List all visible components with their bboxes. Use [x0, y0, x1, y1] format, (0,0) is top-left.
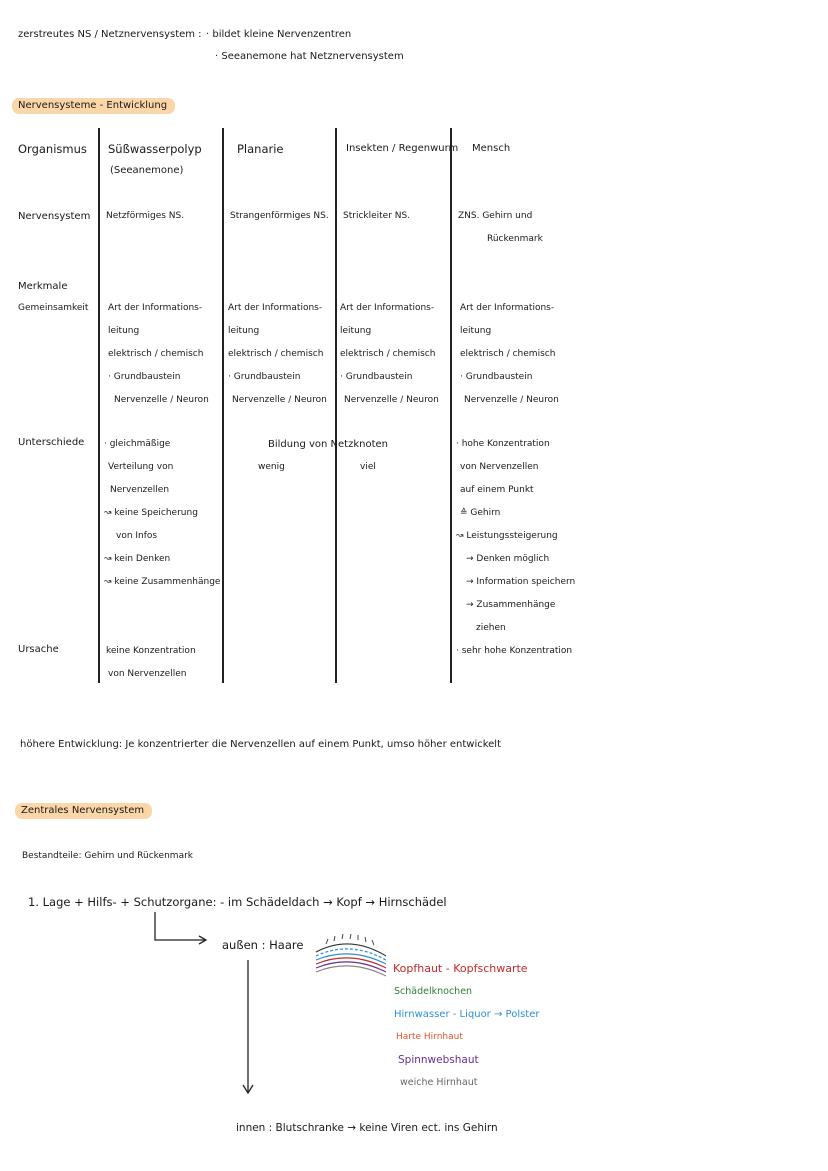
head-layers-illustration	[312, 934, 392, 984]
layer-kopfhaut: Kopfhaut - Kopfschwarte	[393, 962, 528, 975]
common-line: elektrisch / chemisch	[460, 349, 556, 359]
diff-insekten: viel	[360, 462, 376, 472]
diff-line: ↝ Leistungssteigerung	[456, 531, 558, 541]
row-header-organismus: Organismus	[18, 142, 87, 156]
arrow-to-aussen	[155, 912, 205, 940]
organism-planarie: Planarie	[237, 142, 284, 156]
ns-planarie: Strangenförmiges NS.	[230, 211, 329, 221]
innen-line: innen : Blutschranke → keine Viren ect. ins Gehirn	[236, 1122, 498, 1134]
cause-mensch: · sehr hohe Konzentration	[456, 646, 573, 656]
ns-mensch-1: ZNS. Gehirn und	[458, 211, 533, 221]
diff-line: ≙ Gehirn	[460, 508, 501, 518]
diff-line: → Zusammenhänge	[466, 600, 556, 610]
common-line: · Grundbaustein	[228, 372, 301, 382]
aussen-haare: außen : Haare	[222, 938, 304, 952]
diff-line: → Denken möglich	[466, 554, 550, 564]
row-header-nervensystem: Nervensystem	[18, 211, 91, 222]
ns-polyp: Netzförmiges NS.	[106, 211, 185, 221]
bestandteile: Bestandteile: Gehirn und Rückenmark	[22, 851, 193, 861]
common-line: · Grundbaustein	[340, 372, 413, 382]
top-line-1: · bildet kleine Nervenzentren	[206, 29, 352, 40]
ns-insekten: Strickleiter NS.	[343, 211, 411, 221]
section-nervensysteme-title: Nervensysteme - Entwicklung	[12, 98, 175, 114]
diff-bildung-netzknoten: Bildung von Netzknoten	[268, 439, 388, 450]
diff-line: · gleichmäßige	[104, 439, 171, 449]
common-line: Nervenzelle / Neuron	[344, 395, 439, 405]
common-line: Art der Informations-	[228, 303, 323, 313]
diff-line: Verteilung von	[108, 462, 174, 472]
organism-polyp: Süßwasserpolyp	[108, 142, 202, 156]
common-line: · Grundbaustein	[108, 372, 181, 382]
top-label: zerstreutes NS / Netznervensystem :	[18, 29, 202, 40]
lage-line: 1. Lage + Hilfs- + Schutzorgane: - im Schädeldach → Kopf → Hirnschädel	[28, 895, 447, 909]
common-line: Nervenzelle / Neuron	[232, 395, 327, 405]
layer-spinnwebshaut: Spinnwebshaut	[398, 1054, 479, 1066]
diff-line: von Nervenzellen	[460, 462, 539, 472]
common-line: leitung	[228, 326, 260, 336]
common-line: Nervenzelle / Neuron	[464, 395, 559, 405]
common-line: Art der Informations-	[460, 303, 555, 313]
common-line: · Grundbaustein	[460, 372, 533, 382]
diff-line: Nervenzellen	[110, 485, 170, 495]
row-header-merkmale: Merkmale	[18, 281, 68, 292]
cause-polyp-2: von Nervenzellen	[108, 669, 187, 679]
top-line-2: · Seeanemone hat Netznervensystem	[215, 51, 404, 62]
development-statement: höhere Entwicklung: Je konzentrierter die Nervenzellen auf einem Punkt, umso höher entwickelt	[20, 739, 502, 750]
organism-mensch: Mensch	[472, 143, 511, 154]
section-zns-title: Zentrales Nervensystem	[15, 803, 152, 819]
row-header-ursache: Ursache	[18, 644, 59, 655]
common-line: elektrisch / chemisch	[108, 349, 204, 359]
diff-line: → Information speichern	[466, 577, 576, 587]
common-line: Art der Informations-	[340, 303, 435, 313]
layer-weiche-hirnhaut: weiche Hirnhaut	[400, 1077, 478, 1088]
common-line: Nervenzelle / Neuron	[114, 395, 209, 405]
row-header-gemeinsamkeit: Gemeinsamkeit	[18, 303, 89, 313]
diff-line: ↝ keine Zusammenhänge	[104, 577, 221, 587]
diff-planarie: wenig	[258, 462, 285, 472]
common-line: Art der Informations-	[108, 303, 203, 313]
common-line: elektrisch / chemisch	[340, 349, 436, 359]
common-line: elektrisch / chemisch	[228, 349, 324, 359]
ns-mensch-2: Rückenmark	[487, 234, 543, 244]
common-line: leitung	[108, 326, 140, 336]
common-line: leitung	[340, 326, 372, 336]
diff-line: ↝ kein Denken	[104, 554, 171, 564]
row-header-unterschiede: Unterschiede	[18, 437, 85, 448]
diff-line: · hohe Konzentration	[456, 439, 550, 449]
common-line: leitung	[460, 326, 492, 336]
organism-polyp-sub: (Seeanemone)	[110, 165, 184, 176]
diff-line: ↝ keine Speicherung	[104, 508, 198, 518]
cause-polyp-1: keine Konzentration	[106, 646, 196, 656]
diff-line: von Infos	[116, 531, 158, 541]
diff-line: ziehen	[476, 623, 506, 633]
layer-schaedelknochen: Schädelknochen	[394, 986, 473, 997]
organism-insekten: Insekten / Regenwurm	[346, 143, 459, 154]
diff-line: auf einem Punkt	[460, 485, 534, 495]
layer-hirnwasser: Hirnwasser - Liquor → Polster	[394, 1009, 540, 1020]
layer-harte-hirnhaut: Harte Hirnhaut	[396, 1032, 463, 1042]
